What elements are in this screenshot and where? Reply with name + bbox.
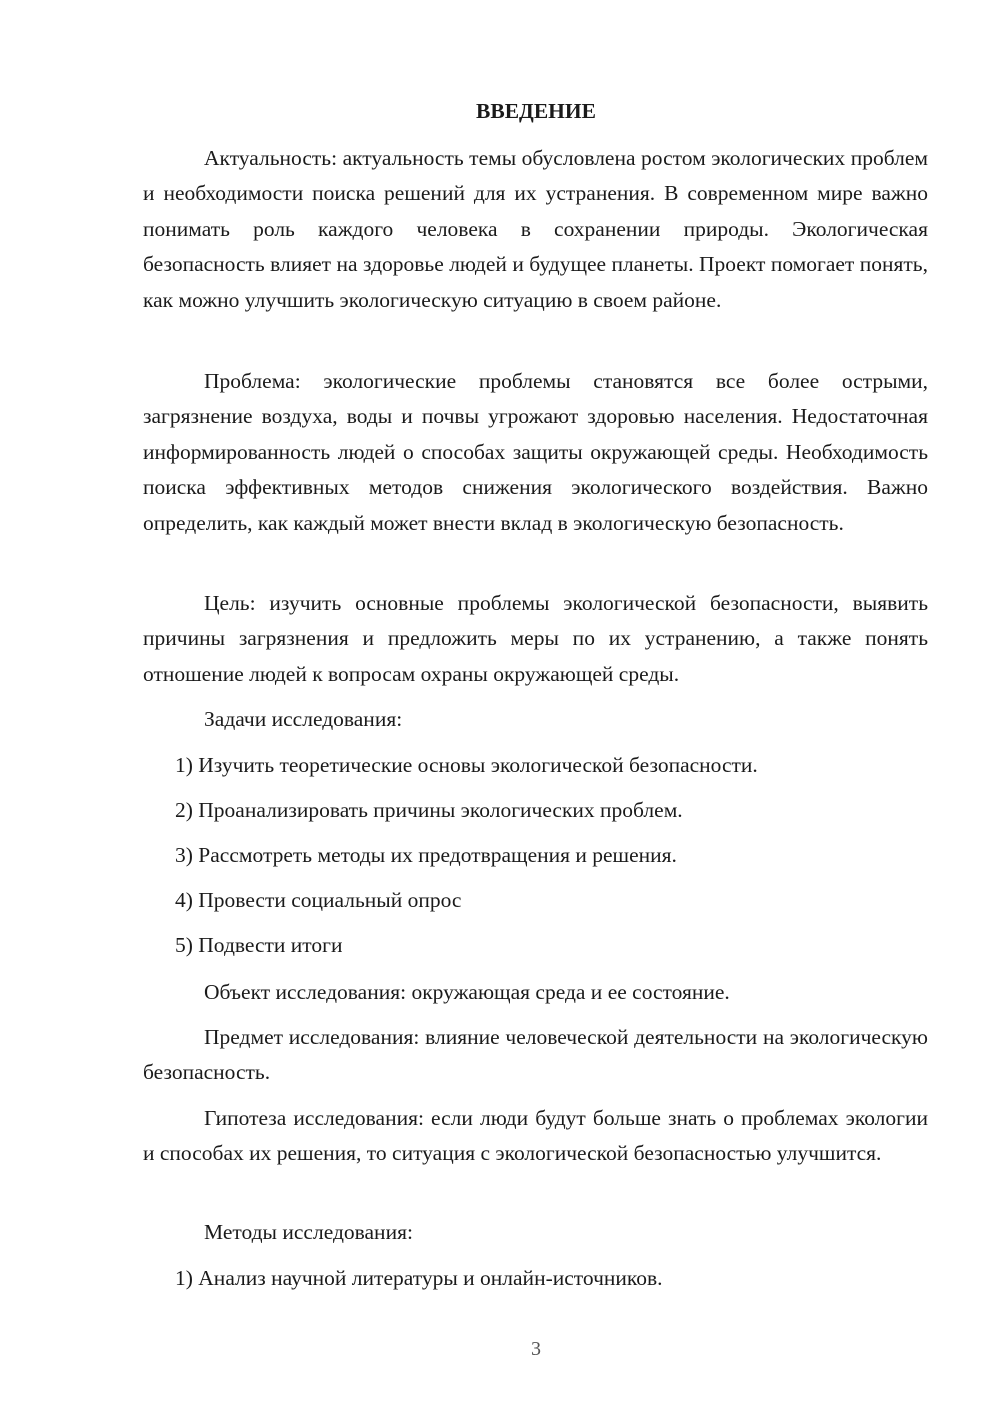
paragraph-goal: Цель: изучить основные проблемы экологической безопасности, выявить причины загрязнения и предложить меры по их устранению, а также понять отношение людей к вопросам охраны окружающей среды. xyxy=(143,591,928,686)
task-item-2: 2) Проанализировать причины экологических проблем. xyxy=(175,798,683,822)
paragraph-subject: Предмет исследования: влияние человеческой деятельности на экологическую безопасность. xyxy=(143,1025,928,1085)
tasks-heading: Задачи исследования: xyxy=(204,707,403,731)
methods-heading: Методы исследования: xyxy=(204,1220,413,1244)
paragraph-problem: Проблема: экологические проблемы становятся все более острыми, загрязнение воздуха, воды и почвы угрожают здоровью населения. Недостаточная информированность людей о способах защиты окружающей среды. Необходимость поиска эффективных методов снижения экологического воздействия. Важно определить, как каждый может внести вклад в экологическую безопасность. xyxy=(143,369,928,535)
task-item-3: 3) Рассмотреть методы их предотвращения и решения. xyxy=(175,843,677,867)
task-item-1: 1) Изучить теоретические основы экологической безопасности. xyxy=(175,753,758,777)
page-number: 3 xyxy=(531,1338,541,1360)
page-title: ВВЕДЕНИЕ xyxy=(476,99,596,123)
task-item-4: 4) Провести социальный опрос xyxy=(175,888,462,912)
task-item-5: 5) Подвести итоги xyxy=(175,933,343,957)
paragraph-object: Объект исследования: окружающая среда и ее состояние. xyxy=(204,980,730,1004)
paragraph-relevance: Актуальность: актуальность темы обусловлена ростом экологических проблем и необходимости поиска решений для их устранения. В современном мире важно понимать роль каждого человека в сохранении природы. Экологическая безопасность влияет на здоровье людей и будущее планеты. Проект помогает понять, как можно улучшить экологическую ситуацию в своем районе. xyxy=(143,146,928,312)
paragraph-hypothesis: Гипотеза исследования: если люди будут больше знать о проблемах экологии и способах их решения, то ситуация с экологической безопасностью улучшится. xyxy=(143,1106,928,1166)
method-item-1: 1) Анализ научной литературы и онлайн-источников. xyxy=(175,1266,663,1290)
